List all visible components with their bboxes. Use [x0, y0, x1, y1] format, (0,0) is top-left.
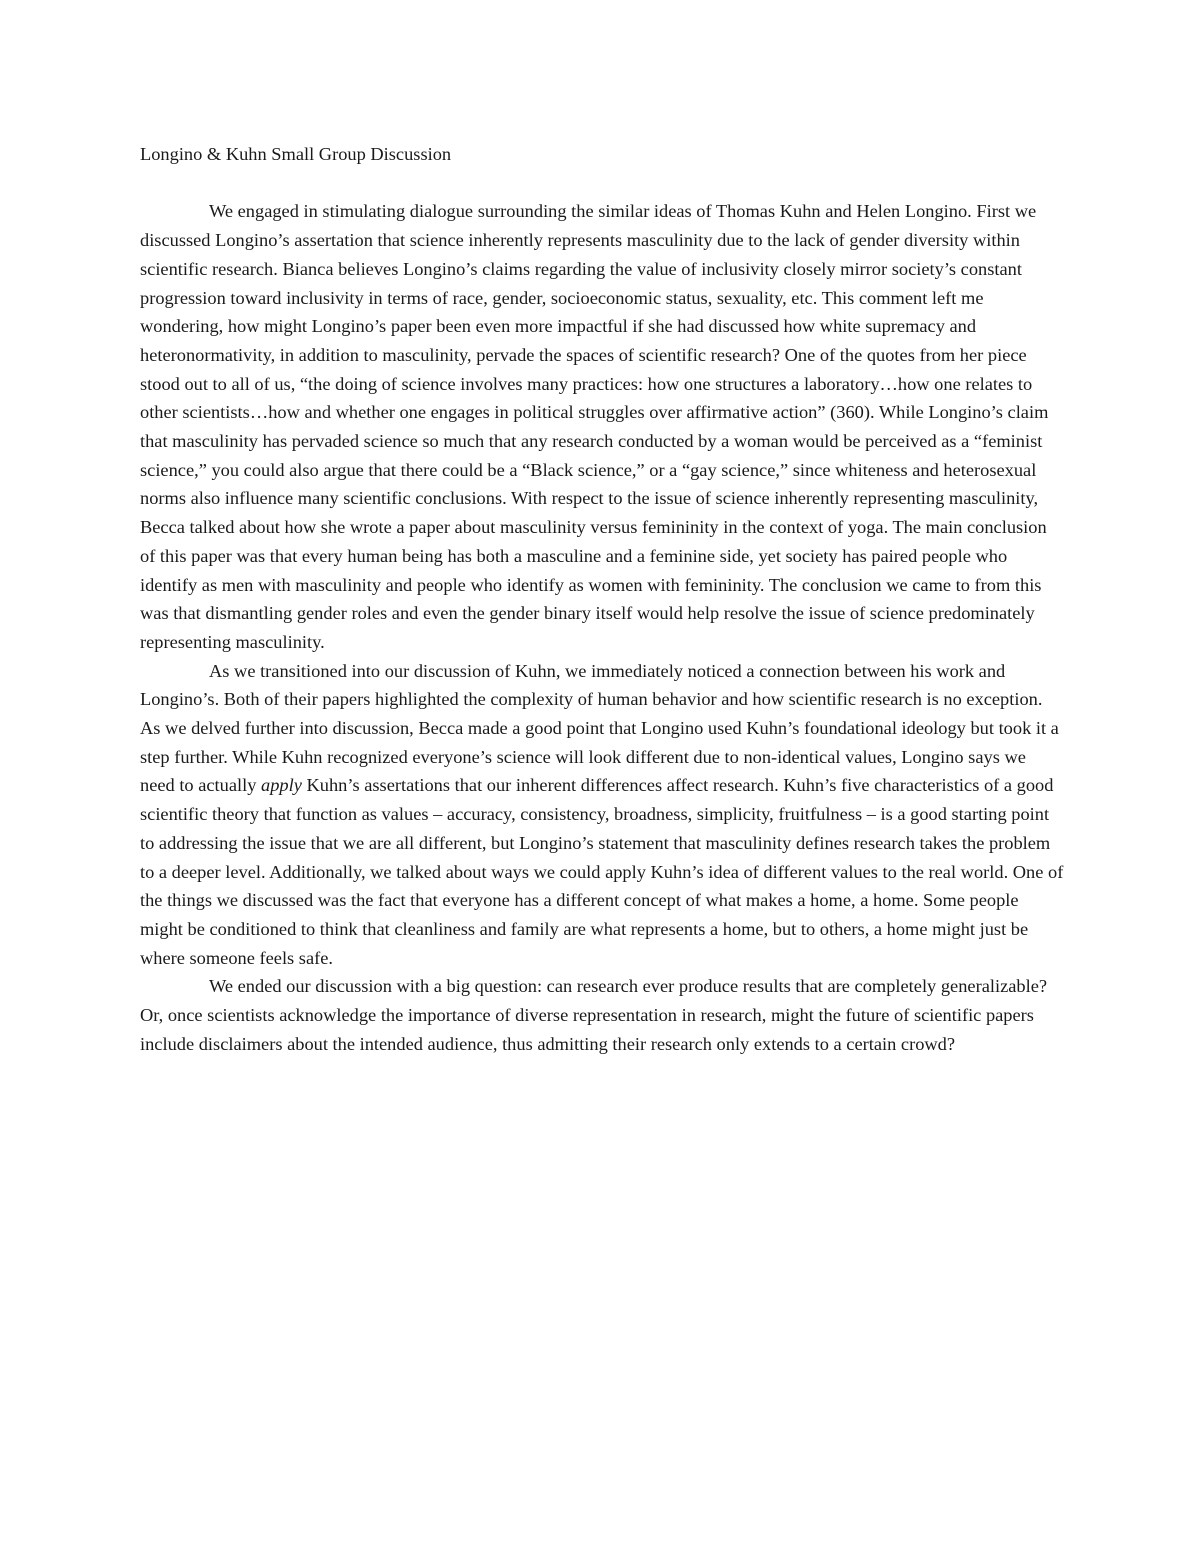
- paragraph-conclusion: We ended our discussion with a big question: can research ever produce results that are completely generalizable? Or, once scientists acknowledge the importance of diverse representation in research, might the future of scientific papers include disclaimers about the intended audience, thus admitting their research only extends to a certain crowd?: [140, 976, 1048, 1054]
- paragraph-kuhn-text-after: Kuhn’s assertations that our inherent differences affect research. Kuhn’s five characteristics of a good scientific theory that function as values – accuracy, consistency, broadness, simplicity, fruitfulness – is a good starting point to addressing the issue that we are all different, but Longino’s statement that masculinity defines research takes the problem to a deeper level. Additionally, we talked about ways we could apply Kuhn’s idea of different values to the real world. One of the things we discussed was the fact that everyone has a different concept of what makes a home, a home. Some people might be conditioned to think that cleanliness and family are what represents a home, but to others, a home might just be where someone feels safe.: [140, 775, 1064, 968]
- document-title: Longino & Kuhn Small Group Discussion: [140, 144, 452, 164]
- paragraph-kuhn-text-before: As we transitioned into our discussion of Kuhn, we immediately noticed a connection between his work and Longino’s. Both of their papers highlighted the complexity of human behavior and how scientific research is no exception. As we delved further into discussion, Becca made a good point that Longino used Kuhn’s foundational ideology but took it a step further. While Kuhn recognized everyone’s science will look different due to non-identical values, Longino says we need to actually: [140, 660, 1059, 796]
- emphasis-apply: apply: [261, 775, 302, 796]
- document-body: [140, 140, 1065, 1058]
- paragraph-kuhn: [140, 657, 1065, 973]
- paragraph-longino: We engaged in stimulating dialogue surrounding the similar ideas of Thomas Kuhn and Helen Longino. First we discussed Longino’s assertation that science inherently represents masculinity due to the lack of gender diversity within scientific research. Bianca believes Longino’s claims regarding the value of inclusivity closely mirror society’s constant progression toward inclusivity in terms of race, gender, socioeconomic status, sexuality, etc. This comment left me wondering, how might Longino’s paper been even more impactful if she had discussed how white supremacy and heteronormativity, in addition to masculinity, pervade the spaces of scientific research? One of the quotes from her piece stood out to all of us, “the doing of science involves many practices: how one structures a laboratory…how one relates to other scientists…how and whether one engages in political struggles over affirmative action” (360). While Longino’s claim that masculinity has pervaded science so much that any research conducted by a woman would be perceived as a “feminist science,” you could also argue that there could be a “Black science,” or a “gay science,” since whiteness and heterosexual norms also influence many scientific conclusions. With respect to the issue of science inherently representing masculinity, Becca talked about how she wrote a paper about masculinity versus femininity in the context of yoga. The main conclusion of this paper was that every human being has both a masculine and a feminine side, yet society has paired people who identify as men with masculinity and people who identify as women with femininity. The conclusion we came to from this was that dismantling gender roles and even the gender binary itself would help resolve the issue of science predominately representing masculinity.: [140, 201, 1049, 652]
